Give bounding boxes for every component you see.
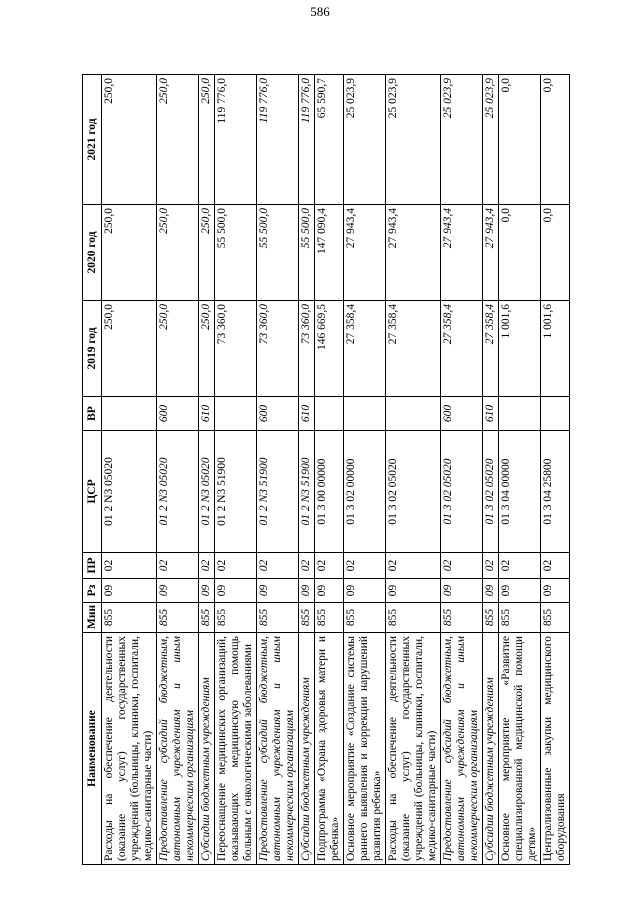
cell-y2020: 27 943,4 [483,205,499,301]
header-csr: ЦСР [83,431,102,553]
table-row [102,75,157,865]
header-pr: ПР [83,553,102,579]
cell-y2021: 119 776,0 [257,75,299,205]
cell-y2021: 119 776,0 [215,75,257,205]
cell-vr [215,397,257,431]
table-row [299,75,315,865]
cell-rz: 09 [483,579,499,603]
cell-csr: 01 3 02 00000 [344,431,386,553]
cell-name: Субсидии бюджетным учреждениям [483,633,499,865]
table-row [257,75,299,865]
cell-name: Централизованные закупки медицинского оборудования [541,633,570,865]
cell-pr: 02 [499,553,541,579]
cell-csr: 01 2 N3 05020 [199,431,215,553]
cell-y2020: 250,0 [157,205,199,301]
cell-y2020: 27 943,4 [441,205,483,301]
cell-y2020: 0,0 [541,205,570,301]
budget-table-container [82,75,567,865]
cell-min: 855 [541,603,570,633]
cell-min: 855 [441,603,483,633]
cell-csr: 01 3 02 05020 [483,431,499,553]
cell-vr: 610 [483,397,499,431]
cell-y2021: 25 023,9 [441,75,483,205]
cell-name: Переоснащение медицинских организаций, оказывающих медицинскую помощь больным с онкологическими заболеваниями [215,633,257,865]
cell-pr: 02 [315,553,344,579]
cell-min: 855 [386,603,441,633]
cell-csr: 01 3 04 00000 [499,431,541,553]
cell-y2020: 55 500,0 [299,205,315,301]
budget-table [82,74,570,865]
table-row [541,75,570,865]
cell-min: 855 [102,603,157,633]
cell-csr: 01 3 02 05020 [441,431,483,553]
cell-y2021: 25 023,9 [386,75,441,205]
cell-y2020: 27 943,4 [386,205,441,301]
table-header-row [83,75,102,865]
cell-min: 855 [315,603,344,633]
cell-vr [315,397,344,431]
header-2021: 2021 год [83,75,102,205]
table-row [157,75,199,865]
cell-name: Предоставление субсидий бюджетным, автономным учреждениям и иным некоммерческим организациям [157,633,199,865]
cell-rz: 09 [315,579,344,603]
cell-y2019: 146 669,5 [315,301,344,397]
cell-pr: 02 [199,553,215,579]
page-number: 586 [310,4,330,19]
cell-pr: 02 [299,553,315,579]
table-row [499,75,541,865]
cell-y2020: 55 500,0 [257,205,299,301]
header-vr: ВР [83,397,102,431]
cell-min: 855 [199,603,215,633]
cell-y2020: 0,0 [499,205,541,301]
cell-vr [102,397,157,431]
cell-rz: 09 [257,579,299,603]
table-row [483,75,499,865]
cell-min: 855 [157,603,199,633]
header-min: Мин [83,603,102,633]
cell-y2021: 25 023,9 [483,75,499,205]
cell-vr: 610 [299,397,315,431]
cell-y2020: 250,0 [199,205,215,301]
cell-y2019: 250,0 [157,301,199,397]
cell-rz: 09 [199,579,215,603]
cell-y2019: 27 358,4 [441,301,483,397]
cell-pr: 02 [215,553,257,579]
cell-y2019: 27 358,4 [386,301,441,397]
cell-csr: 01 3 04 25800 [541,431,570,553]
table-row [199,75,215,865]
cell-name: Предоставление субсидий бюджетным, автономным учреждениям и иным некоммерческим организациям [257,633,299,865]
header-2020: 2020 год [83,205,102,301]
cell-name: Основное мероприятие «Развитие специализированной медицинской помощи детям» [499,633,541,865]
cell-y2021: 25 023,9 [344,75,386,205]
cell-y2020: 250,0 [102,205,157,301]
cell-rz: 09 [215,579,257,603]
cell-min: 855 [215,603,257,633]
cell-pr: 02 [257,553,299,579]
table-row [441,75,483,865]
cell-min: 855 [499,603,541,633]
cell-pr: 02 [441,553,483,579]
cell-vr: 610 [199,397,215,431]
cell-pr: 02 [483,553,499,579]
cell-csr: 01 2 N3 51900 [257,431,299,553]
cell-y2019: 1 001,6 [499,301,541,397]
cell-pr: 02 [386,553,441,579]
cell-y2020: 147 090,4 [315,205,344,301]
cell-vr [499,397,541,431]
cell-y2019: 73 360,0 [215,301,257,397]
header-2019: 2019 год [83,301,102,397]
cell-y2021: 250,0 [199,75,215,205]
cell-csr: 01 3 00 00000 [315,431,344,553]
cell-csr: 01 3 02 05020 [386,431,441,553]
cell-vr [344,397,386,431]
cell-name: Подпрограмма «Охрана здоровья матери и ребенка» [315,633,344,865]
header-rz: Рз [83,579,102,603]
cell-rz: 09 [386,579,441,603]
cell-vr: 600 [441,397,483,431]
cell-rz: 09 [102,579,157,603]
cell-csr: 01 2 N3 05020 [102,431,157,553]
cell-y2019: 1 001,6 [541,301,570,397]
cell-y2020: 55 500,0 [215,205,257,301]
cell-y2021: 0,0 [541,75,570,205]
cell-y2021: 119 776,0 [299,75,315,205]
cell-vr [541,397,570,431]
cell-name: Субсидии бюджетным учреждениям [299,633,315,865]
cell-name: Субсидии бюджетным учреждениям [199,633,215,865]
cell-csr: 01 2 N3 05020 [157,431,199,553]
cell-min: 855 [257,603,299,633]
cell-y2020: 27 943,4 [344,205,386,301]
cell-y2019: 27 358,4 [344,301,386,397]
cell-min: 855 [483,603,499,633]
cell-min: 855 [299,603,315,633]
cell-rz: 09 [299,579,315,603]
cell-y2021: 0,0 [499,75,541,205]
table-row [344,75,386,865]
cell-csr: 01 2 N3 51900 [215,431,257,553]
cell-rz: 09 [441,579,483,603]
cell-min: 855 [344,603,386,633]
cell-y2021: 65 590,7 [315,75,344,205]
cell-name: Предоставление субсидий бюджетным, автономным учреждениям и иным некоммерческим организациям [441,633,483,865]
table-row [215,75,257,865]
cell-y2019: 27 358,4 [483,301,499,397]
cell-pr: 02 [102,553,157,579]
cell-rz: 09 [157,579,199,603]
header-name: Наименование [83,633,102,865]
cell-vr [386,397,441,431]
cell-rz: 09 [344,579,386,603]
cell-pr: 02 [157,553,199,579]
cell-y2019: 250,0 [102,301,157,397]
cell-y2021: 250,0 [102,75,157,205]
table-row [386,75,441,865]
cell-name: Расходы на обеспечение деятельности (оказание услуг) государственных учреждений (больницы, клиники, госпитали, медико-санитарные части) [102,633,157,865]
cell-y2019: 250,0 [199,301,215,397]
cell-vr: 600 [257,397,299,431]
cell-name: Основное мероприятие «Создание системы раннего выявления и коррекции нарушений развития ребенка» [344,633,386,865]
cell-y2019: 73 360,0 [299,301,315,397]
cell-vr: 600 [157,397,199,431]
cell-name: Расходы на обеспечение деятельности (оказание услуг) государственных учреждений (больницы, клиники, госпитали, медико-санитарные части) [386,633,441,865]
cell-y2019: 73 360,0 [257,301,299,397]
cell-rz: 09 [541,579,570,603]
cell-y2021: 250,0 [157,75,199,205]
cell-pr: 02 [344,553,386,579]
cell-csr: 01 2 N3 51900 [299,431,315,553]
table-row [315,75,344,865]
cell-rz: 09 [499,579,541,603]
cell-pr: 02 [541,553,570,579]
